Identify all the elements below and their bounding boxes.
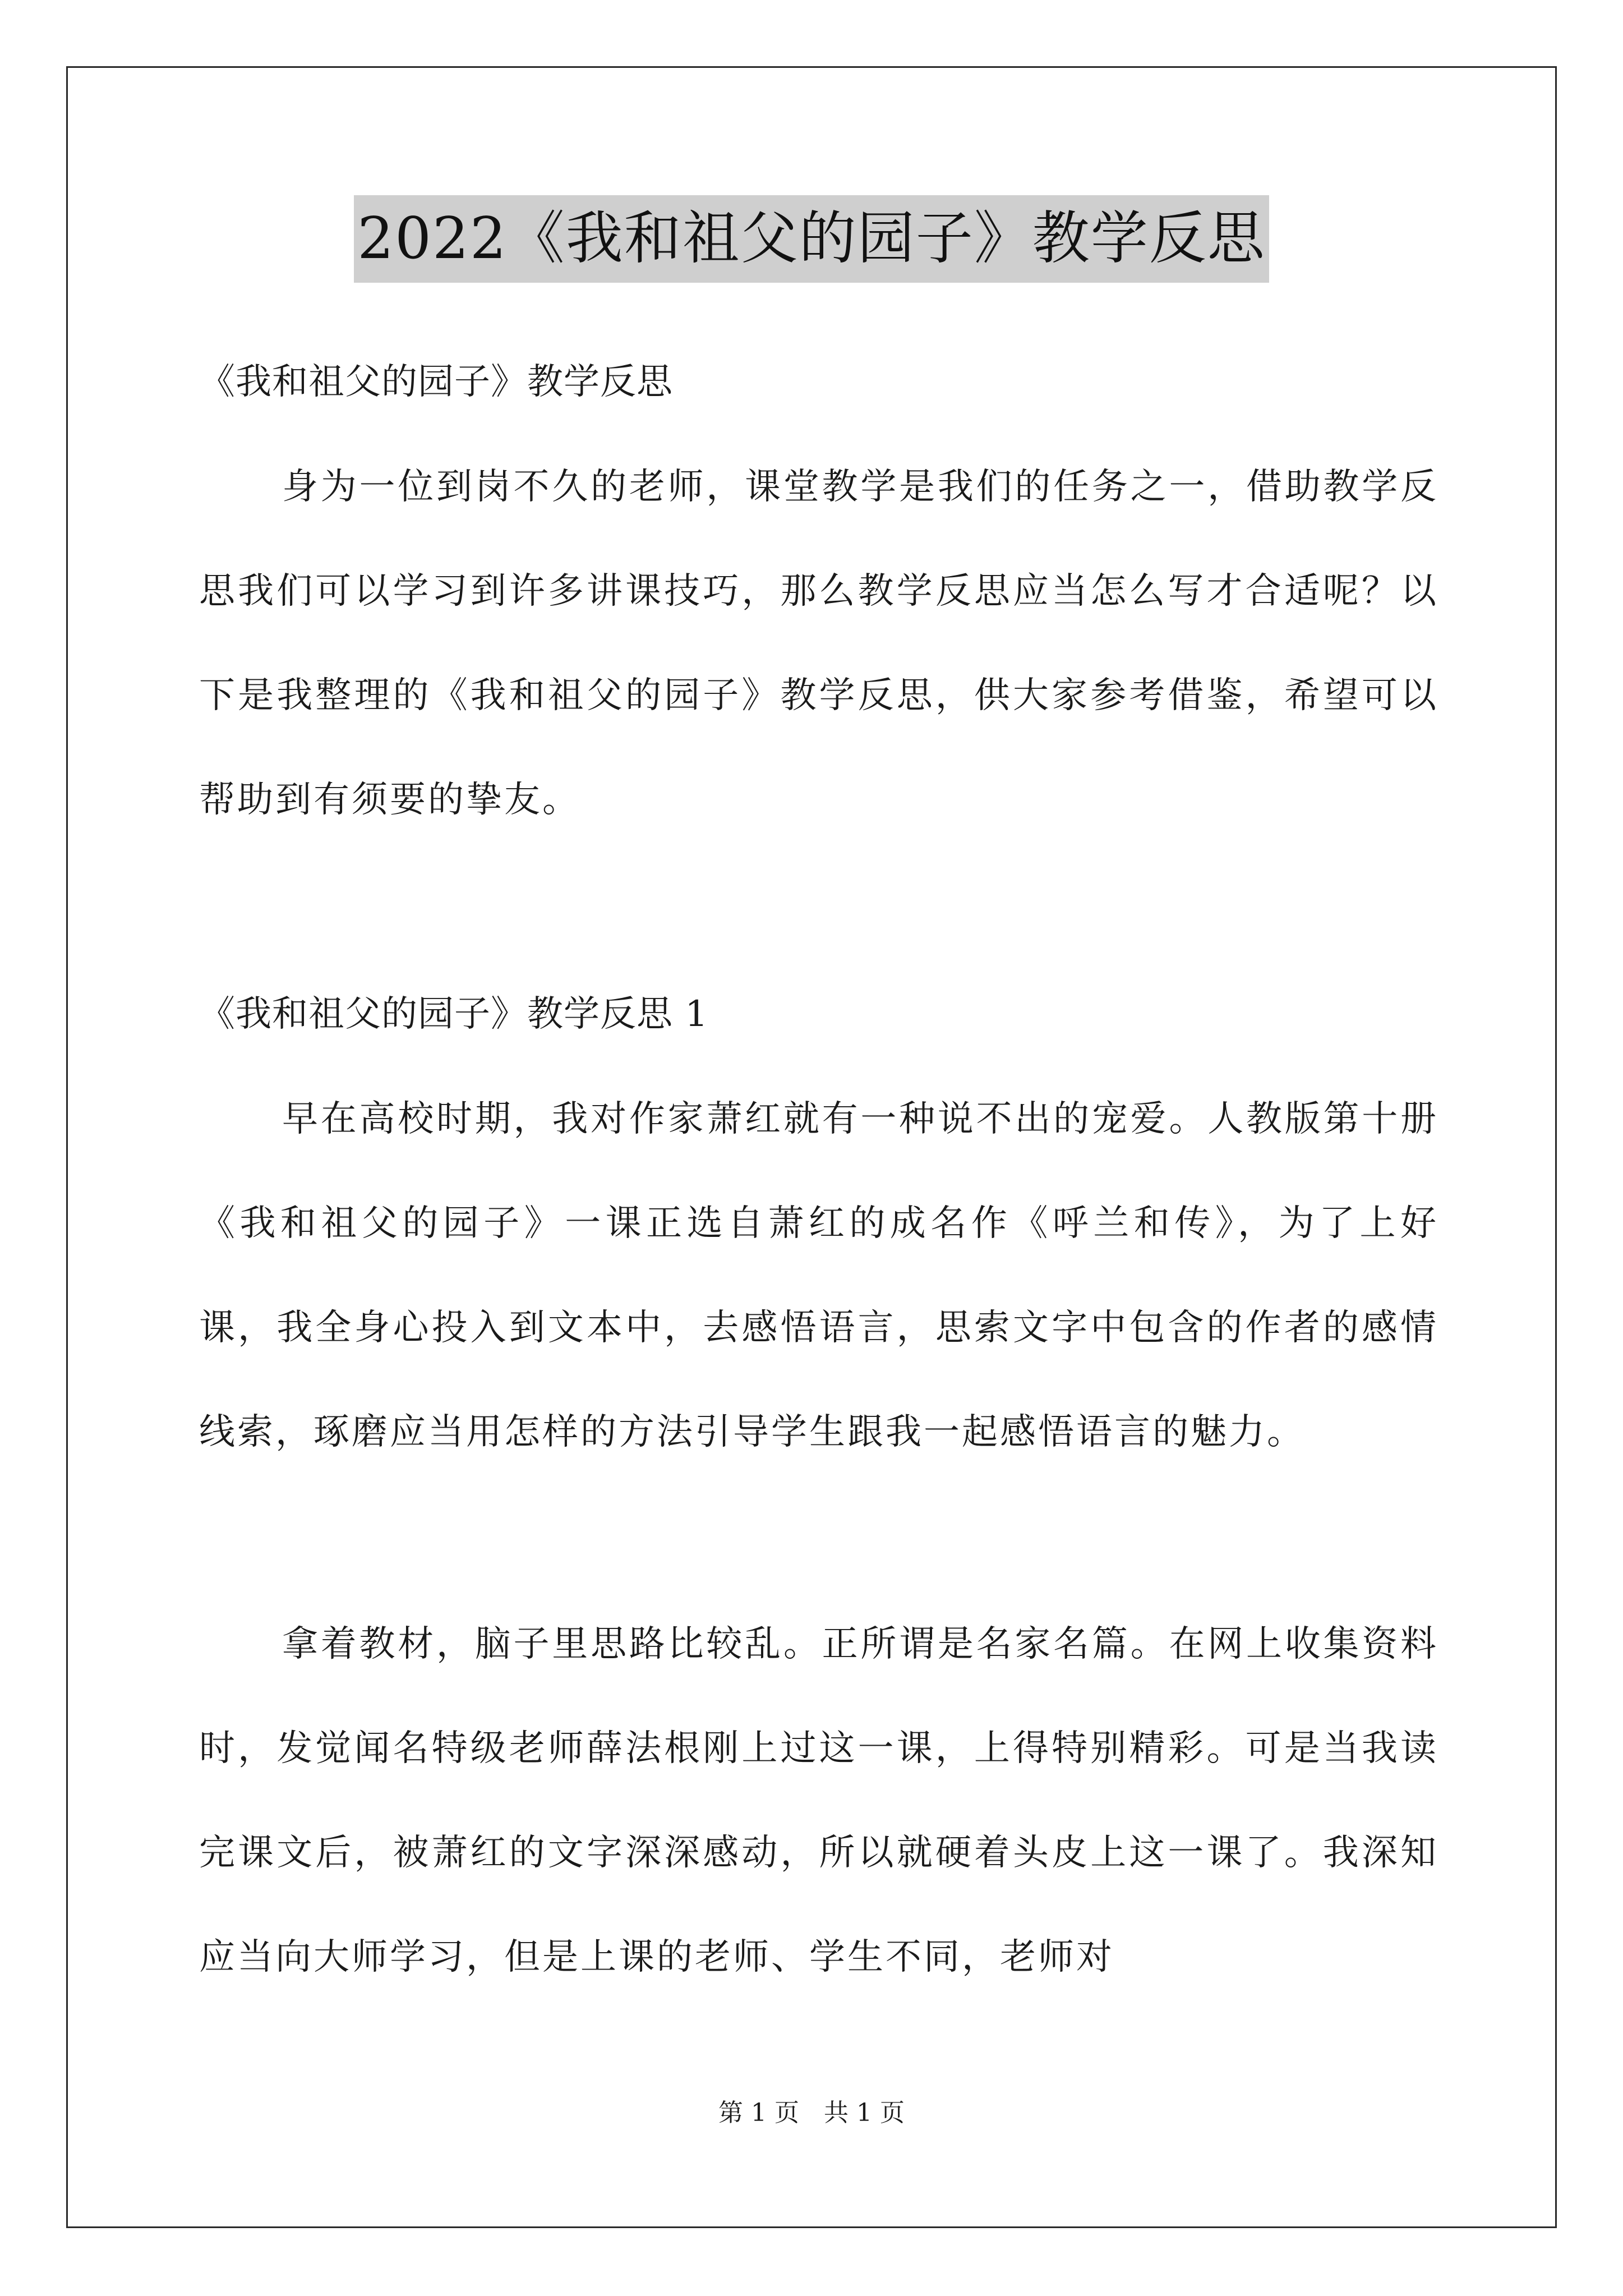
page-title: 2022《我和祖父的园子》教学反思 <box>354 195 1269 283</box>
document-subtitle: 《我和祖父的园子》教学反思 <box>199 361 673 403</box>
title-container <box>0 195 1623 283</box>
page-footer: 第 1 页 共 1 页 <box>718 2099 905 2127</box>
body-paragraph-2: 拿着教材，脑子里思路比较乱。正所谓是名家名篇。在网上收集资料时，发觉闻名特级老师薛法根刚上过这一课，上得特别精彩。可是当我读完课文后，被萧红的文字深深感动，所以就硬着头皮上这一课了。我深知应当向大师学习，但是上课的老师、学生不同，老师对 <box>199 1623 1438 1978</box>
body-paragraph-1: 早在高校时期，我对作家萧红就有一种说不出的宠爱。人教版第十册《我和祖父的园子》一课正选自萧红的成名作《呼兰和传》，为了上好课，我全身心投入到文本中，去感悟语言，思索文字中包含的作者的感情线索，琢磨应当用怎样的方法引导学生跟我一起感悟语言的魅力。 <box>199 1098 1438 1453</box>
section-heading: 《我和祖父的园子》教学反思 1 <box>199 993 709 1035</box>
intro-paragraph: 身为一位到岗不久的老师，课堂教学是我们的任务之一，借助教学反思我们可以学习到许多讲课技巧，那么教学反思应当怎么写才合适呢？以下是我整理的《我和祖父的园子》教学反思，供大家参考借鉴，希望可以帮助到有须要的挚友。 <box>199 466 1438 821</box>
